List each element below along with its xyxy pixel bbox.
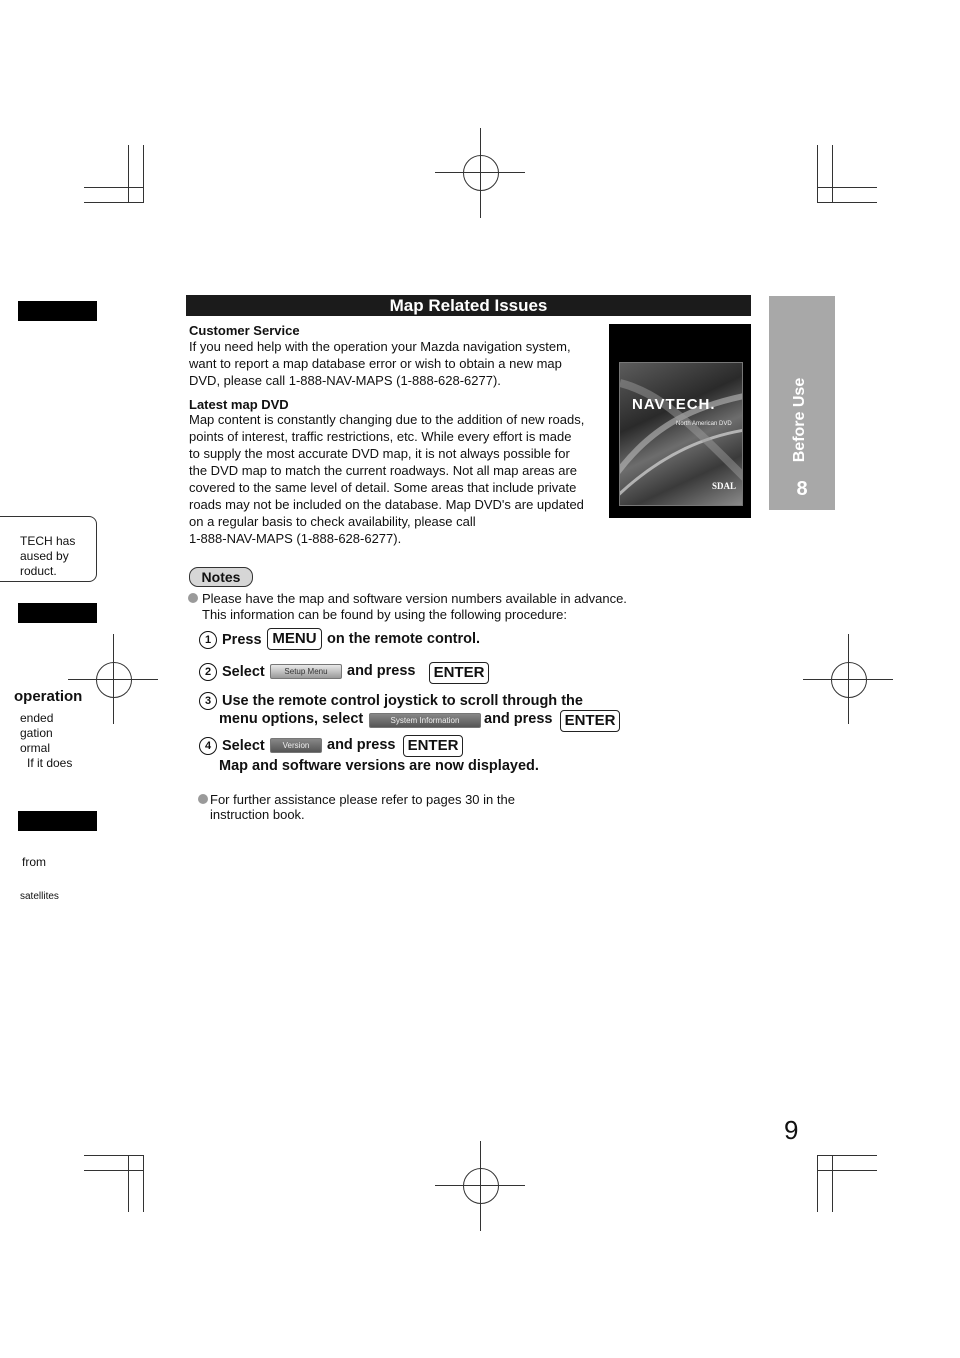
paragraph-line: roads may not be included on the database. Map DVD's are updated	[189, 497, 584, 512]
dvd-subtitle: North American DVD	[676, 421, 732, 427]
side-tab-number: 8	[796, 478, 808, 500]
section-title: Map Related Issues	[186, 295, 751, 316]
latest-map-heading: Latest map DVD	[189, 397, 289, 412]
paragraph-line: Map content is constantly changing due to the addition of new roads,	[189, 412, 585, 427]
paragraph-line: the DVD map to match the current roadways. Not all map areas are	[189, 463, 578, 478]
step-text: Select	[222, 664, 265, 680]
paragraph-line: If you need help with the operation your Mazda navigation system,	[189, 339, 571, 354]
edge-text: gation	[20, 726, 53, 740]
notes-intro-line: This information can be found by using the following procedure:	[202, 607, 567, 622]
step-1	[199, 631, 262, 649]
step-text: Use the remote control joystick to scroll through the	[222, 693, 583, 709]
step-number: 4	[199, 737, 217, 755]
step-text: menu options, select	[219, 711, 364, 727]
paragraph-line: on a regular basis to check availability, please call	[189, 514, 476, 529]
dvd-cover-image	[609, 324, 751, 518]
customer-service-heading: Customer Service	[189, 323, 300, 338]
paragraph-line: want to report a map database error or wish to obtain a new map	[189, 356, 562, 371]
page-number: 9	[784, 1115, 799, 1145]
paragraph-line: DVD, please call 1-888-NAV-MAPS (1-888-628-6277).	[189, 373, 501, 388]
notes-label: Notes	[189, 567, 253, 587]
step-text: and press	[347, 663, 416, 679]
dvd-brand: NAVTECH.	[632, 396, 716, 413]
menu-key: MENU	[267, 628, 322, 650]
step-text: and press	[484, 711, 553, 727]
step-number: 2	[199, 663, 217, 681]
side-tab-label: Before Use	[791, 377, 808, 463]
paragraph-line: to supply the most accurate DVD map, it is not always possible for	[189, 446, 570, 461]
paragraph-line: covered to the same level of detail. Some areas that include private	[189, 480, 577, 495]
step-text: on the remote control.	[327, 631, 481, 647]
system-information-button-image: System Information	[369, 713, 481, 728]
step-number: 3	[199, 692, 217, 710]
edge-text: If it does	[27, 756, 73, 770]
enter-key: ENTER	[403, 735, 463, 757]
edge-black-bar	[18, 811, 97, 831]
bullet-icon	[198, 794, 208, 804]
edge-text: ormal	[20, 741, 51, 755]
paragraph-line: points of interest, traffic restrictions, etc. While every effort is made	[189, 429, 572, 444]
setup-menu-button-image: Setup Menu	[270, 664, 342, 679]
edge-text: from	[22, 855, 46, 869]
step-text: and press	[327, 737, 396, 753]
edge-black-bar	[18, 301, 97, 321]
enter-key: ENTER	[429, 662, 489, 684]
edge-text: TECH has	[20, 534, 76, 548]
step-number: 1	[199, 631, 217, 649]
enter-key: ENTER	[560, 710, 620, 732]
edge-text: ended	[20, 711, 54, 725]
version-button-image: Version	[270, 738, 322, 753]
step-text: Press	[222, 632, 262, 648]
step-3	[199, 692, 583, 710]
dvd-artwork	[619, 362, 743, 506]
edge-text: aused by	[20, 549, 69, 563]
footer-note-line: instruction book.	[210, 807, 305, 822]
bullet-icon	[188, 593, 198, 603]
edge-heading: operation	[14, 688, 83, 705]
step-2	[199, 663, 265, 681]
step-4	[199, 737, 265, 755]
step-result: Map and software versions are now displayed.	[219, 758, 539, 774]
dvd-logo: SDAL	[712, 481, 737, 491]
notes-intro-line: Please have the map and software version numbers available in advance.	[202, 591, 627, 606]
edge-text: roduct.	[20, 564, 57, 578]
step-text: Select	[222, 738, 265, 754]
footer-note-line: For further assistance please refer to pages 30 in the	[210, 792, 515, 807]
edge-black-bar	[18, 603, 97, 623]
edge-text: satellites	[20, 891, 59, 902]
paragraph-line: 1-888-NAV-MAPS (1-888-628-6277).	[189, 531, 402, 546]
